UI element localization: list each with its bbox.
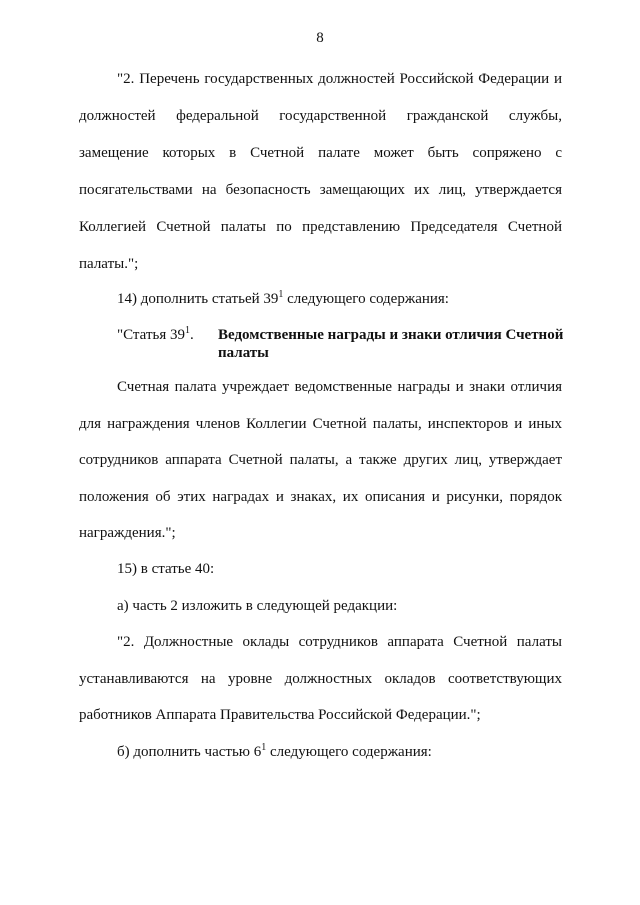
para1-line-4: посягательствами на безопасность замещающих их лиц, утверждается (79, 182, 562, 198)
para2-line-5: награждения."; (79, 525, 176, 541)
item-14 (117, 290, 562, 308)
para3-line-2: устанавливаются на уровне должностных окладов соответствующих (79, 671, 562, 687)
item-14-text: 14) дополнить статьей 39 (117, 291, 279, 307)
para2-line-3: сотрудников аппарата Счетной палаты, а также других лиц, утверждает (79, 452, 562, 468)
item-14-sup: 1 (278, 289, 284, 300)
para2-line-2: для награждения членов Коллегии Счетной палаты, инспекторов и иных (79, 416, 562, 432)
article-label (117, 326, 194, 344)
article-title (218, 326, 562, 362)
para1-line-5: Коллегией Счетной палаты по представлению Председателя Счетной (79, 219, 562, 235)
para3-line-1: "2. Должностные оклады сотрудников аппарата Счетной палаты (117, 634, 562, 650)
item-15b-text: б) дополнить частью 6 (117, 744, 262, 760)
article-label-suffix: . (189, 327, 194, 343)
item-14-suffix: следующего содержания: (283, 291, 449, 307)
item-15b (117, 743, 562, 761)
para1-line-3: замещение которых в Счетной палате может быть сопряжено с (79, 145, 562, 161)
item-15: 15) в статье 40: (117, 561, 215, 577)
item-15a: а) часть 2 изложить в следующей редакции: (117, 598, 398, 614)
para1-line-1: "2. Перечень государственных должностей Российской Федерации и (117, 71, 562, 87)
para1-line-2: должностей федеральной государственной гражданской службы, (79, 108, 562, 124)
page-number: 8 (316, 30, 324, 46)
para3-line-3: работников Аппарата Правительства Российской Федерации."; (79, 707, 481, 723)
item-15b-suffix: следующего содержания: (266, 744, 432, 760)
item-15b-sup: 1 (261, 742, 267, 753)
para1-line-6: палаты."; (79, 256, 139, 272)
article-label-sup: 1 (184, 325, 190, 336)
article-label-text: "Статья 39 (117, 327, 185, 343)
article-title-line-1: Ведомственные награды и знаки отличия Счетной (218, 327, 564, 343)
article-title-line-2: палаты (218, 345, 269, 361)
para2-line-1: Счетная палата учреждает ведомственные награды и знаки отличия (117, 379, 562, 395)
para2-line-4: положения об этих наградах и знаках, их описания и рисунки, порядок (79, 489, 562, 505)
